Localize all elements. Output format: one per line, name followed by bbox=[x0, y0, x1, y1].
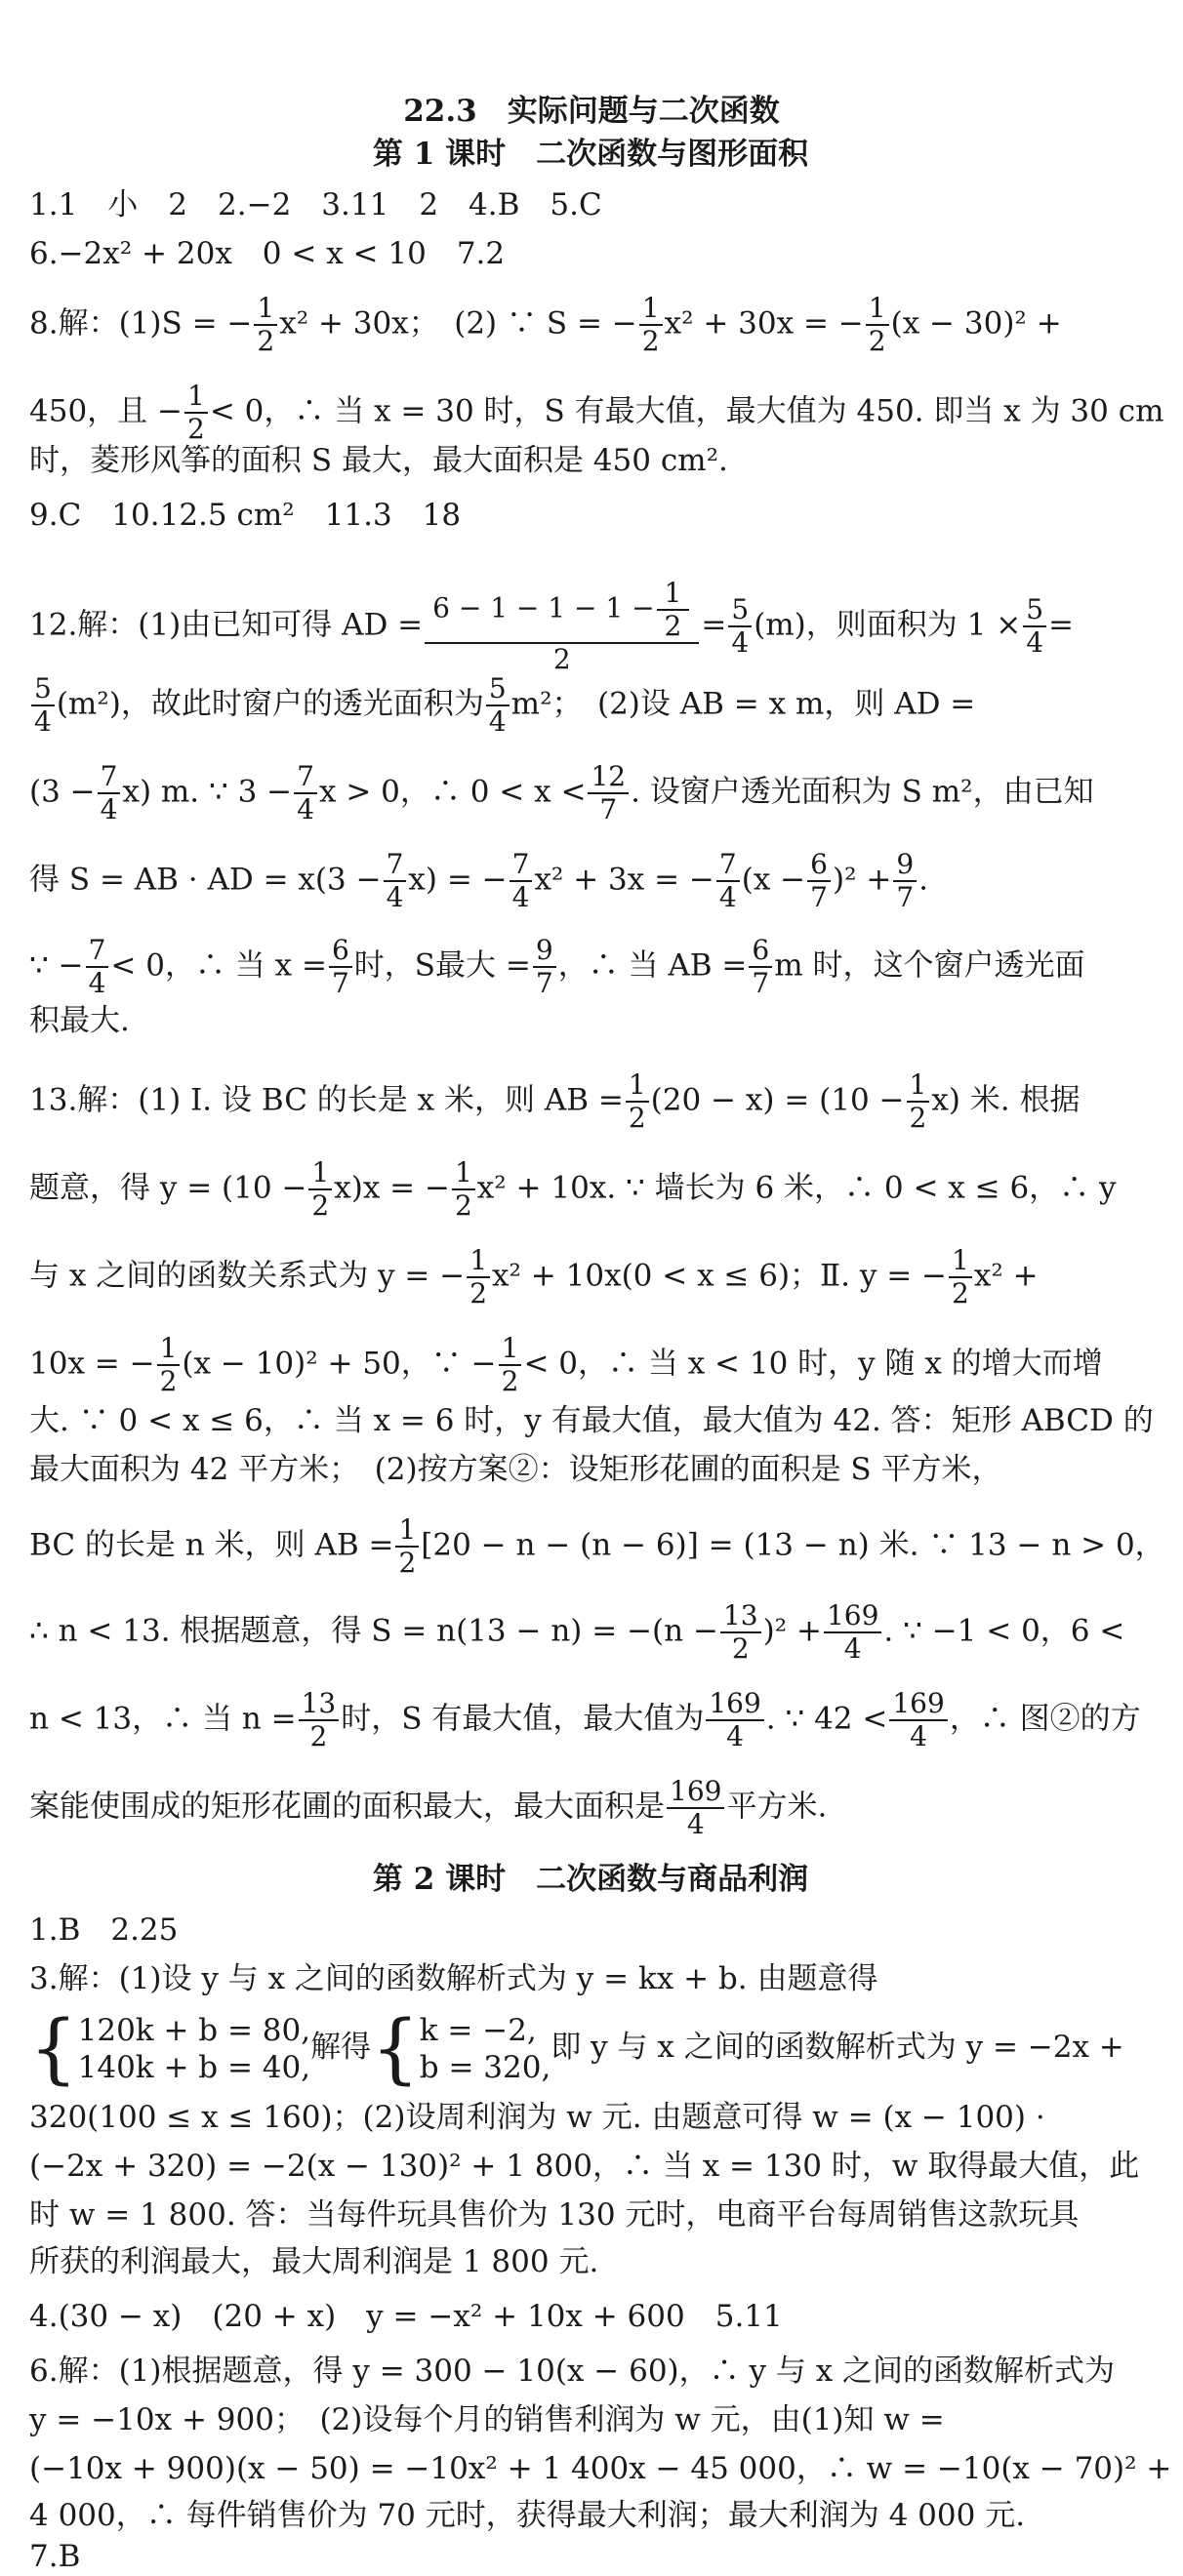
l2-answer-7: 7.B bbox=[29, 2539, 81, 2574]
l2-q6-line2: y = −10x + 900； (2)设每个月的销售利润为 w 元，由(1)知 w = bbox=[29, 2402, 945, 2437]
q13-line6: 最大面积为 42 平方米； (2)按方案②：设矩形花圃的面积是 S 平方米， bbox=[29, 1452, 1002, 1487]
q13-line8: ∴ n < 13. 根据题意，得 S = n(13 − n) = −(n − $\frac{13}{2}$ )² + $\frac{169}{4}$ . ∵ −1 < 0，6 < bbox=[29, 1599, 1125, 1665]
fraction: $\frac{1}{2}$ bbox=[657, 578, 690, 642]
lesson1-title: 第 1 课时 二次函数与图形面积 bbox=[372, 137, 809, 172]
fraction: $\frac{169}{4}$ bbox=[889, 1688, 947, 1752]
fraction: $\frac{5}{4}$ bbox=[31, 673, 55, 738]
fraction: $\frac{7}{4}$ bbox=[384, 849, 407, 913]
fraction: $\frac{6}{7}$ bbox=[329, 935, 352, 999]
q8-line1: 8.解：(1)S = − $\frac{1}{2}$ x² + 30x； (2) ∵ S = − $\frac{1}{2}$ x² + 30x = − $\frac{1}{2}$ (x − 30)² + bbox=[29, 292, 1062, 357]
fraction: $\frac{1}{2}$ bbox=[626, 1069, 649, 1134]
answers-6-7: 6.−2x² + 20x 0 < x < 10 7.2 bbox=[29, 236, 506, 271]
q12-line2: $\frac{5}{4}$ (m²)，故此时窗户的透光面积为 $\frac{5}{4}$ m²； (2)设 AB = x m，则 AD = bbox=[29, 673, 1152, 738]
section-title: 22.3 实际问题与二次函数 bbox=[403, 94, 780, 129]
q12-line3: (3 − $\frac{7}{4}$ x) m. ∵ 3 − $\frac{7}{4}$ x > 0，∴ 0 < x < $\frac{12}{7}$ . 设窗户透光面积为 S m²，由已知 bbox=[29, 760, 1094, 825]
equation-system: 120k + b = 80, 140k + b = 40, bbox=[77, 2012, 311, 2085]
fraction: $\frac{9}{7}$ bbox=[533, 935, 556, 999]
fraction: $\frac{1}{2}$ bbox=[184, 381, 208, 445]
left-brace: { bbox=[371, 2004, 420, 2093]
fraction: $\frac{7}{4}$ bbox=[294, 761, 317, 825]
fraction: $\frac{7}{4}$ bbox=[98, 761, 121, 825]
l2-q6-line3: (−10x + 900)(x − 50) = −10x² + 1 400x − 45 000，∴ w = −10(x − 70)² + bbox=[29, 2451, 1172, 2486]
q8-line2: 450，且 − $\frac{1}{2}$ < 0，∴ 当 x = 30 时，S 有最大值，最大值为 450. 即当 x 为 30 cm bbox=[29, 380, 1164, 445]
fraction: $\frac{169}{4}$ bbox=[667, 1776, 724, 1840]
fraction: $\frac{1}{2}$ bbox=[308, 1157, 332, 1222]
q13-line9: n < 13，∴ 当 n = $\frac{13}{2}$ 时，S 有最大值，最大值为 $\frac{169}{4}$ . ∵ 42 < $\frac{169}{4}$ ，∴ 图②的方 bbox=[29, 1687, 1141, 1752]
fraction: $\frac{5}{4}$ bbox=[1023, 594, 1046, 659]
l2-answers-1-2: 1.B 2.25 bbox=[29, 1912, 179, 1948]
q13-line5: 大. ∵ 0 < x ≤ 6，∴ 当 x = 6 时，y 有最大值，最大值为 42. 答：矩形 ABCD 的 bbox=[29, 1403, 1154, 1438]
l2-q3-line5: 时 w = 1 800. 答：当每件玩具售价为 130 元时，电商平台每周销售这款玩具 bbox=[29, 2197, 1080, 2233]
fraction: $\frac{1}{2}$ bbox=[866, 293, 889, 357]
fraction: $\frac{1}{2}$ bbox=[949, 1245, 972, 1309]
fraction: $\frac{169}{4}$ bbox=[824, 1600, 881, 1665]
solution-system: k = −2, b = 320, bbox=[419, 2012, 551, 2085]
q13-line10: 案能使围成的矩形花圃的面积最大，最大面积是 $\frac{169}{4}$ 平方米. bbox=[29, 1775, 828, 1840]
q12-line6: 积最大. bbox=[29, 1003, 130, 1038]
q13-line1: 13.解：(1) Ⅰ. 设 BC 的长是 x 米，则 AB = $\frac{1}{2}$ (20 − x) = (10 − $\frac{1}{2}$ x) 米. 根据 bbox=[29, 1068, 1081, 1134]
answers-9-11: 9.C 10.12.5 cm² 11.3 18 bbox=[29, 498, 462, 533]
l2-answers-4-5: 4.(30 − x) (20 + x) y = −x² + 10x + 600 5.11 bbox=[29, 2299, 783, 2334]
l2-q3-line4: (−2x + 320) = −2(x − 130)² + 1 800，∴ 当 x = 130 时，w 取得最大值，此 bbox=[29, 2149, 1140, 2184]
q12-line5: ∵ − $\frac{7}{4}$ < 0，∴ 当 x = $\frac{6}{7}$ 时，S最大 = $\frac{9}{7}$ ，∴ 当 AB = $\frac{6}{7}$ m 时，这个窗户透光面 bbox=[29, 934, 1085, 999]
fraction: $\frac{9}{7}$ bbox=[893, 849, 917, 913]
q13-line2: 题意，得 y = (10 − $\frac{1}{2}$ x)x = − $\frac{1}{2}$ x² + 10x. ∵ 墙长为 6 米，∴ 0 < x ≤ 6，∴ y bbox=[29, 1156, 1117, 1222]
l2-q3-line3: 320(100 ≤ x ≤ 160)；(2)设周利润为 w 元. 由题意可得 w = (x − 100) · bbox=[29, 2100, 1045, 2135]
fraction: $\frac{169}{4}$ bbox=[706, 1688, 763, 1752]
lesson2-title: 第 2 课时 二次函数与商品利润 bbox=[372, 1862, 809, 1897]
fraction: $\frac{1}{2}$ bbox=[254, 293, 277, 357]
fraction-ad: 6 − 1 − 1 − 1 − $\frac{1}{2}$ 2 bbox=[425, 578, 699, 675]
q12-line1: 12.解：(1)由已知可得 AD = 6 − 1 − 1 − 1 − $\frac{1}{2}$ 2 = $\frac{5}{4}$ (m)，则面积为 1 × $\frac{5}{4}$ = bbox=[29, 577, 1074, 675]
fraction: $\frac{1}{2}$ bbox=[467, 1245, 490, 1309]
l2-q3-line2: {120k + b = 80, 140k + b = 40,解得{k = −2, b = 320,即 y 与 x 之间的函数解析式为 y = −2x + bbox=[29, 2004, 1124, 2093]
fraction: $\frac{1}{2}$ bbox=[639, 293, 663, 357]
fraction: $\frac{13}{2}$ bbox=[299, 1688, 340, 1752]
fraction: $\frac{1}{2}$ bbox=[499, 1333, 522, 1397]
l2-q3-line6: 所获的利润最大，最大周利润是 1 800 元. bbox=[29, 2244, 599, 2279]
q13-line4: 10x = − $\frac{1}{2}$ (x − 10)² + 50，∵ − $\frac{1}{2}$ < 0，∴ 当 x < 10 时，y 随 x 的增大而增 bbox=[29, 1332, 1103, 1397]
q12-line4: 得 S = AB · AD = x(3 − $\frac{7}{4}$ x) = − $\frac{7}{4}$ x² + 3x = − $\frac{7}{4}$ (x − $\frac{6}{7}$ )² + $\frac{9}{7}$ . bbox=[29, 848, 929, 913]
q13-line3: 与 x 之间的函数关系式为 y = − $\frac{1}{2}$ x² + 10x(0 < x ≤ 6)；Ⅱ. y = − $\frac{1}{2}$ x² + bbox=[29, 1244, 1039, 1309]
fraction: $\frac{12}{7}$ bbox=[588, 761, 629, 825]
fraction: $\frac{7}{4}$ bbox=[86, 935, 109, 999]
l2-q3-line1: 3.解：(1)设 y 与 x 之间的函数解析式为 y = kx + b. 由题意得 bbox=[29, 1961, 878, 1996]
fraction: $\frac{6}{7}$ bbox=[807, 849, 831, 913]
fraction: $\frac{1}{2}$ bbox=[452, 1157, 475, 1222]
answers-1-5: 1.1 小 2 2.−2 3.11 2 4.B 5.C bbox=[29, 187, 602, 222]
fraction: $\frac{7}{4}$ bbox=[510, 849, 533, 913]
fraction: $\frac{1}{2}$ bbox=[395, 1514, 419, 1579]
fraction: $\frac{5}{4}$ bbox=[486, 673, 510, 738]
l2-q6-line4: 4 000，∴ 每件销售价为 70 元时，获得最大利润；最大利润为 4 000 元. bbox=[29, 2498, 1026, 2533]
fraction: $\frac{1}{2}$ bbox=[907, 1069, 930, 1134]
fraction: $\frac{7}{4}$ bbox=[716, 849, 740, 913]
fraction: $\frac{6}{7}$ bbox=[749, 935, 772, 999]
q13-line7: BC 的长是 n 米，则 AB = $\frac{1}{2}$ [20 − n − (n − 6)] = (13 − n) 米. ∵ 13 − n > 0， bbox=[29, 1513, 1165, 1579]
q8-line3: 时，菱形风筝的面积 S 最大，最大面积是 450 cm². bbox=[29, 443, 728, 478]
l2-q6-line1: 6.解：(1)根据题意，得 y = 300 − 10(x − 60)，∴ y 与 x 之间的函数解析式为 bbox=[29, 2354, 1116, 2389]
fraction: $\frac{13}{2}$ bbox=[720, 1600, 761, 1665]
left-brace: { bbox=[29, 2004, 78, 2093]
fraction: $\frac{1}{2}$ bbox=[157, 1333, 181, 1397]
fraction: $\frac{5}{4}$ bbox=[728, 594, 752, 659]
